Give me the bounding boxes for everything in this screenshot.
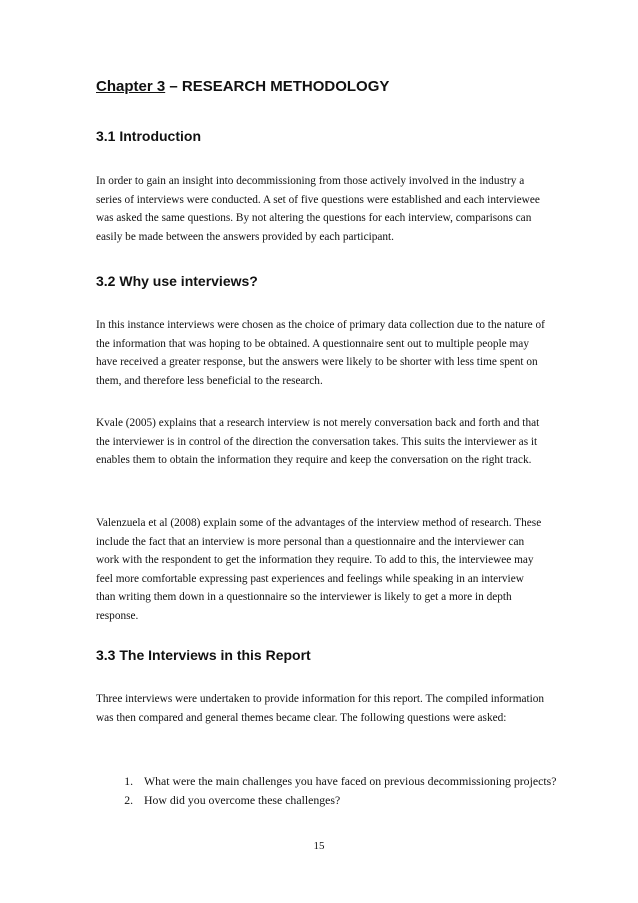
- page-number: 15: [313, 840, 325, 852]
- paragraph: Kvale (2005) explains that a research interview is not merely conversation back and forth and that the interviewer is in control of the direction the conversation takes. This suits the interviewer as it enables them to obtain the information they require and keep the conversation on the right track.: [96, 417, 540, 466]
- question-item: 2. How did you overcome these challenges?: [136, 791, 596, 810]
- section-heading-interviews-report: 3.3 The Interviews in this Report: [96, 647, 311, 663]
- chapter-title: – RESEARCH METHODOLOGY: [169, 78, 390, 95]
- paragraph: Three interviews were undertaken to provide information for this report. The compiled information was then compared and general themes became clear. The following questions were asked:: [96, 693, 545, 724]
- paragraph: Valenzuela et al (2008) explain some of the advantages of the interview method of research. These include the fact that an interview is more personal than a questionnaire and the interviewer can work with the respondent to get the information they require. To add to this, the interviewee may feel more comfortable expressing past experiences and feelings while speaking in an interview than writing them down in a questionnaire so the interviewer is likely to get a more in depth response.: [96, 517, 542, 622]
- chapter-number: Chapter 3: [96, 78, 166, 95]
- section-heading-why-interviews: 3.2 Why use interviews?: [96, 273, 258, 289]
- paragraph: In order to gain an insight into decommissioning from those actively involved in the industry a series of interviews were conducted. A set of five questions were established and each interviewee was asked the same questions. By not altering the questions for each interview, comparisons can easily be made between the answers provided by each participant.: [96, 175, 540, 243]
- question-list: [96, 772, 596, 809]
- section-heading-introduction: 3.1 Introduction: [96, 128, 201, 144]
- question-item: 1. What were the main challenges you have faced on previous decommissioning projects?: [136, 772, 596, 791]
- chapter-heading: [96, 78, 389, 95]
- paragraph: In this instance interviews were chosen as the choice of primary data collection due to the nature of the information that was hoping to be obtained. A questionnaire sent out to multiple people may have received a greater response, but the answers were likely to be shorter with less time spent on them, and therefore less beneficial to the research.: [96, 319, 545, 387]
